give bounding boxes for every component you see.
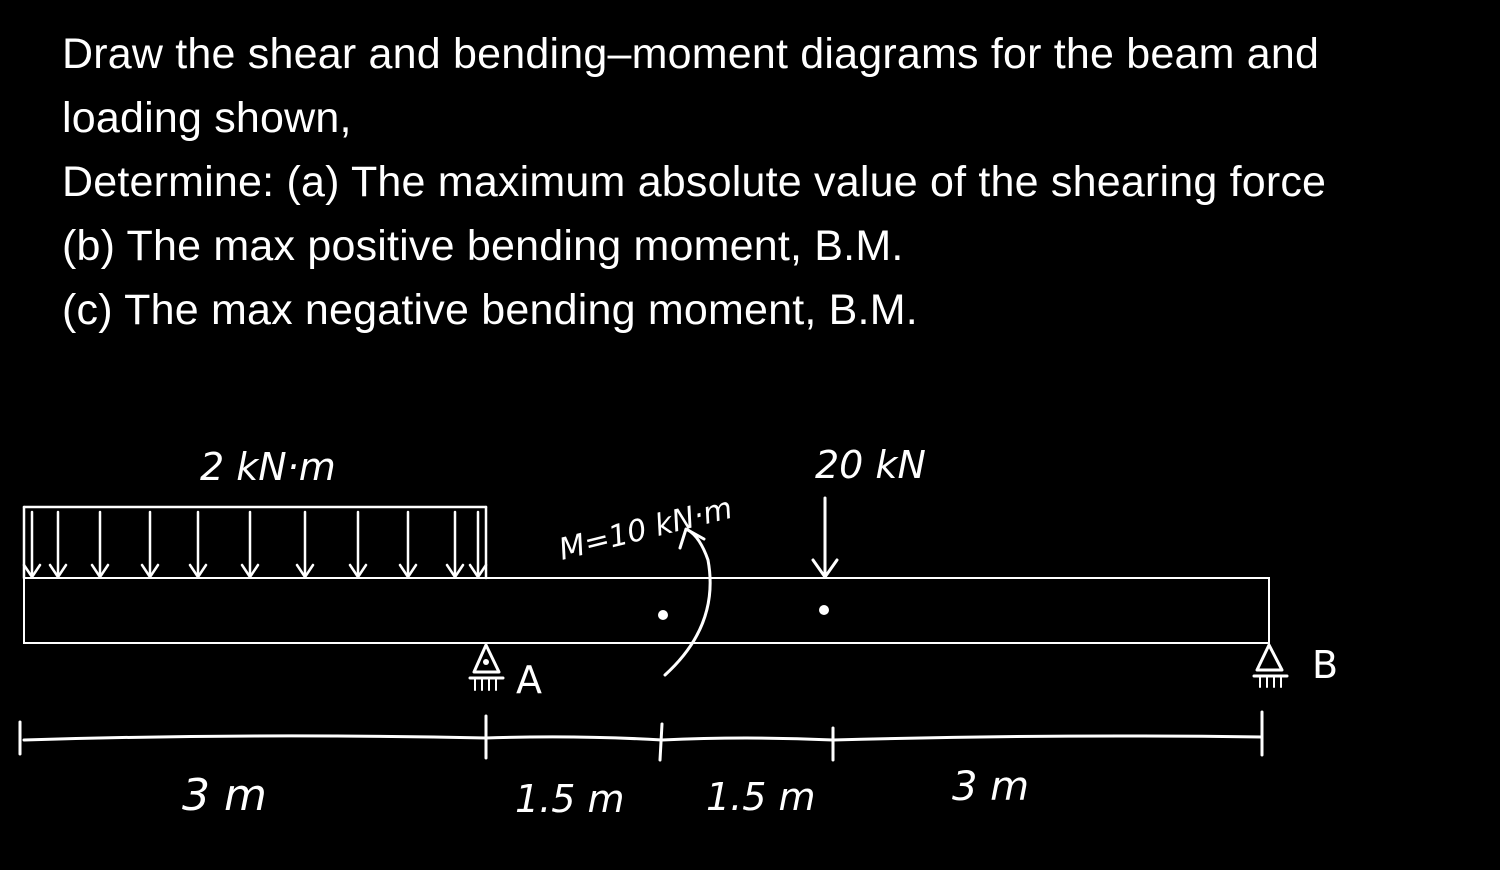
- distributed-load-label: 2 kN·m: [200, 445, 336, 489]
- support-b-label: B: [1312, 643, 1339, 687]
- load-arrows: [24, 512, 486, 577]
- load-arrow: [297, 512, 313, 577]
- problem-line-5: (c) The max negative bending moment, B.M.: [62, 286, 918, 334]
- support-a-label: A: [516, 658, 542, 702]
- load-arrow: [24, 512, 40, 577]
- load-arrow: [190, 512, 206, 577]
- dimension-label-3: 1.5 m: [706, 775, 816, 819]
- problem-line-2: loading shown,: [62, 94, 352, 142]
- dimension-label-2: 1.5 m: [515, 777, 625, 821]
- support-a: [470, 645, 503, 690]
- support-b: [1254, 645, 1287, 687]
- point-load-label: 20 kN: [815, 443, 926, 487]
- dimension-label-1: 3 m: [182, 770, 267, 821]
- load-arrow: [50, 512, 66, 577]
- load-arrow: [350, 512, 366, 577]
- load-arrow: [470, 512, 486, 577]
- load-arrow: [142, 512, 158, 577]
- problem-line-3: Determine: (a) The maximum absolute value of the shearing force: [62, 158, 1327, 206]
- problem-line-4: (b) The max positive bending moment, B.M.: [62, 222, 904, 270]
- distributed-load: [24, 507, 486, 578]
- dimension-line: [20, 712, 1262, 760]
- problem-line-1: Draw the shear and bending–moment diagrams for the beam and: [62, 30, 1320, 78]
- beam: [24, 578, 1269, 643]
- couple-arc: [665, 530, 710, 675]
- point-load-point: [819, 605, 829, 615]
- load-arrow: [92, 512, 108, 577]
- couple-point: [658, 610, 668, 620]
- dimension-label-4: 3 m: [952, 764, 1030, 810]
- couple-label: M=10 kN·m: [555, 490, 736, 568]
- load-arrow: [400, 512, 416, 577]
- load-arrow: [242, 512, 258, 577]
- load-arrow: [447, 512, 463, 577]
